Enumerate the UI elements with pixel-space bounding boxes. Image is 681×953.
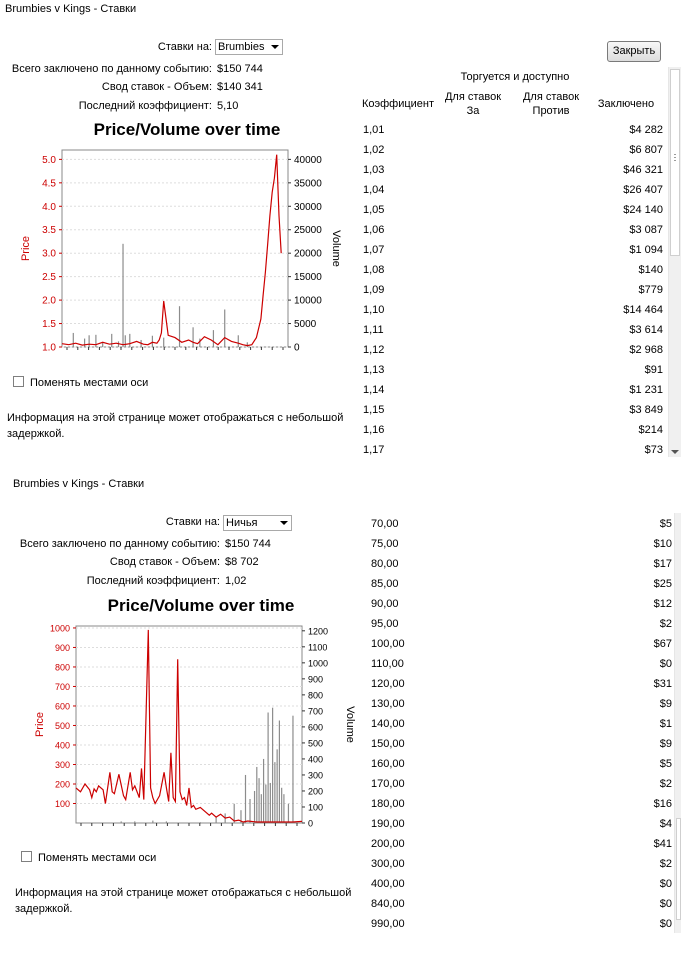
scrollbar-thumb[interactable] (670, 69, 680, 256)
matched-cell: $46 321 (623, 164, 663, 176)
odds-cell: 180,00 (371, 798, 405, 810)
table-row[interactable] (371, 838, 672, 858)
table-row[interactable] (363, 424, 663, 444)
window-title: Brumbies v Kings - Ставки (5, 3, 137, 15)
table-row[interactable] (363, 384, 663, 404)
table-row[interactable] (371, 678, 672, 698)
matched-cell: $1 231 (629, 384, 663, 396)
matched-cell: $2 (659, 778, 672, 790)
odds-cell: 1,17 (363, 444, 385, 456)
last-odds-label-2: Последний коэффициент: (86, 575, 220, 587)
odds-cell: 400,00 (371, 878, 405, 890)
matched-cell: $6 807 (629, 144, 663, 156)
traded-available-header: Торгуется и доступно (460, 71, 570, 83)
matched-cell: $2 (659, 858, 672, 870)
y-tick-label: 3.5 (42, 225, 56, 237)
matched-cell: $779 (638, 284, 663, 296)
chevron-down-icon (271, 45, 279, 49)
volume-label-2: Свод ставок - Объем: (109, 556, 220, 568)
odds-cell: 1,10 (363, 304, 385, 316)
table-row[interactable] (363, 344, 663, 364)
last-odds-label: Последний коэффициент: (78, 100, 212, 112)
swap-axes-label-2: Поменять местами оси (38, 852, 157, 864)
odds-cell: 1,05 (363, 204, 385, 216)
table-row[interactable] (371, 758, 672, 778)
chevron-down-icon (280, 521, 288, 525)
y-tick-label: 4.5 (42, 178, 56, 190)
y-tick-label: 500 (54, 720, 70, 731)
odds-table-2 (371, 518, 672, 943)
table-row[interactable] (363, 264, 663, 284)
bets-on-select[interactable] (215, 39, 283, 55)
matched-cell: $9 (659, 738, 672, 750)
table-row[interactable] (363, 404, 663, 424)
table-row[interactable] (363, 244, 663, 264)
y2-tick-label: 25000 (294, 225, 322, 237)
odds-cell: 1,01 (363, 124, 385, 136)
odds-cell: 1,13 (363, 364, 385, 376)
y2-tick-label: 300 (308, 770, 324, 781)
matched-cell: $0 (659, 658, 672, 670)
matched-cell: $140 (638, 264, 663, 276)
odds-cell: 170,00 (371, 778, 405, 790)
y-tick-label: 1000 (49, 623, 70, 634)
col-odds-header: Коэффициент (361, 98, 435, 110)
odds-cell: 1,16 (363, 424, 385, 436)
y-tick-label: 5.0 (42, 154, 56, 166)
odds-cell: 80,00 (371, 558, 399, 570)
table-row[interactable] (363, 204, 663, 224)
matched-cell: $67 (653, 638, 672, 650)
swap-axes-label: Поменять местами оси (30, 377, 149, 389)
odds-table (363, 124, 663, 459)
table-row[interactable] (371, 618, 672, 638)
chart-title: Price/Volume over time (93, 120, 281, 139)
odds-cell: 1,15 (363, 404, 385, 416)
y2-tick-label: 10000 (294, 295, 322, 307)
y2-tick-label: 1200 (308, 626, 329, 637)
odds-cell: 100,00 (371, 638, 405, 650)
bets-on-label-2: Ставки на: (165, 516, 220, 528)
matched-cell: $0 (659, 878, 672, 890)
odds-cell: 85,00 (371, 578, 399, 590)
total-matched-value-2: $150 744 (225, 538, 271, 550)
table-row[interactable] (363, 304, 663, 324)
matched-cell: $31 (653, 678, 672, 690)
y2-tick-label: 1100 (308, 642, 328, 653)
y-tick-label: 2.0 (42, 295, 56, 307)
y-tick-label: 1.0 (42, 342, 56, 354)
table-row[interactable] (371, 578, 672, 598)
table-row[interactable] (363, 144, 663, 164)
table-scrollbar[interactable] (668, 67, 681, 457)
table-row[interactable] (371, 718, 672, 738)
matched-cell: $214 (638, 424, 663, 436)
y2-tick-label: 100 (308, 802, 324, 813)
odds-cell: 1,02 (363, 144, 385, 156)
window-title-2: Brumbies v Kings - Ставки (13, 478, 145, 490)
y-tick-label: 4.0 (42, 201, 56, 213)
odds-cell: 990,00 (371, 918, 405, 930)
matched-cell: $4 282 (629, 124, 663, 136)
y-tick-label: 700 (54, 681, 70, 692)
odds-cell: 1,09 (363, 284, 385, 296)
matched-cell: $2 968 (629, 344, 663, 356)
table-row[interactable] (371, 658, 672, 678)
y2-tick-label: 500 (308, 738, 324, 749)
table-row[interactable] (371, 918, 672, 938)
col-matched-header: Заключено (597, 98, 655, 110)
matched-cell: $17 (653, 558, 672, 570)
table-row[interactable] (363, 224, 663, 244)
matched-cell: $16 (653, 798, 672, 810)
odds-cell: 160,00 (371, 758, 405, 770)
matched-cell: $26 407 (623, 184, 663, 196)
volume-value: $140 341 (217, 81, 263, 93)
table-row[interactable] (371, 558, 672, 578)
odds-cell: 150,00 (371, 738, 405, 750)
matched-cell: $10 (653, 538, 672, 550)
matched-cell: $2 (659, 618, 672, 630)
y-tick-label: 1.5 (42, 319, 56, 331)
odds-cell: 140,00 (371, 718, 405, 730)
y2-tick-label: 40000 (294, 154, 322, 166)
y2-tick-label: 0 (294, 342, 300, 354)
y-tick-label: 900 (54, 642, 70, 653)
y-axis-label: Price (20, 235, 32, 262)
table-row[interactable] (371, 818, 672, 838)
scrollbar-thumb-2[interactable] (676, 818, 681, 920)
total-matched-label: Всего заключено по данному событию: (11, 63, 212, 75)
bets-on-label: Ставки на: (157, 41, 212, 53)
y2-tick-label: 30000 (294, 201, 322, 213)
table-row[interactable] (371, 738, 672, 758)
odds-cell: 840,00 (371, 898, 405, 910)
odds-cell: 200,00 (371, 838, 405, 850)
swap-axes-checkbox-2[interactable] (21, 851, 32, 862)
odds-cell: 1,14 (363, 384, 385, 396)
table-row[interactable] (371, 518, 672, 538)
odds-cell: 1,07 (363, 244, 385, 256)
delay-info-text-2: Информация на этой странице может отображаться с небольшой задержкой. (15, 887, 352, 915)
table-row[interactable] (371, 778, 672, 798)
y2-tick-label: 0 (308, 818, 314, 829)
table-scrollbar-2[interactable] (674, 513, 681, 933)
odds-cell: 75,00 (371, 538, 399, 550)
table-row[interactable] (363, 184, 663, 204)
odds-cell: 1,12 (363, 344, 385, 356)
volume-value-2: $8 702 (225, 556, 259, 568)
table-row[interactable] (363, 364, 663, 384)
matched-cell: $91 (644, 364, 663, 376)
matched-cell: $0 (659, 918, 672, 930)
odds-cell: 110,00 (371, 658, 404, 670)
y2-tick-label: 600 (308, 722, 324, 733)
col-back-header: Для ставок За (444, 91, 502, 117)
matched-cell: $5 (659, 518, 672, 530)
total-matched-label-2: Всего заключено по данному событию: (19, 538, 220, 550)
table-row[interactable] (371, 898, 672, 918)
y-tick-label: 600 (54, 701, 70, 712)
matched-cell: $9 (659, 698, 672, 710)
matched-cell: $1 (659, 718, 672, 730)
price-volume-chart-2 (0, 594, 362, 839)
scroll-down-icon[interactable] (671, 450, 679, 454)
bets-on-select-2[interactable] (223, 515, 292, 531)
y2-tick-label: 400 (308, 754, 324, 765)
odds-cell: 95,00 (371, 618, 399, 630)
matched-cell: $24 140 (623, 204, 663, 216)
y-tick-label: 400 (54, 740, 70, 751)
odds-cell: 1,04 (363, 184, 385, 196)
close-button[interactable]: Закрыть (607, 41, 661, 62)
swap-axes-checkbox[interactable] (13, 376, 24, 387)
plot-area (62, 150, 288, 347)
y-tick-label: 800 (54, 662, 70, 673)
y2-tick-label: 700 (308, 706, 324, 717)
matched-cell: $12 (653, 598, 672, 610)
table-row[interactable] (371, 698, 672, 718)
delay-info-text: Информация на этой странице может отображаться с небольшой задержкой. (7, 412, 344, 440)
matched-cell: $3 849 (629, 404, 663, 416)
matched-cell: $25 (653, 578, 672, 590)
matched-cell: $3 614 (629, 324, 663, 336)
odds-cell: 1,11 (363, 324, 384, 336)
chart-title: Price/Volume over time (107, 596, 295, 615)
y2-tick-label: 1000 (308, 658, 329, 669)
y-tick-label: 2.5 (42, 272, 56, 284)
table-row[interactable] (371, 858, 672, 878)
matched-cell: $4 (659, 818, 672, 830)
matched-cell: $73 (644, 444, 663, 456)
table-row[interactable] (371, 598, 672, 618)
y2-tick-label: 900 (308, 674, 324, 685)
y2-tick-label: 15000 (294, 272, 322, 284)
odds-cell: 1,03 (363, 164, 385, 176)
y-tick-label: 3.0 (42, 248, 56, 260)
odds-cell: 190,00 (371, 818, 405, 830)
table-row[interactable] (363, 444, 663, 464)
table-row[interactable] (371, 878, 672, 898)
price-volume-chart (0, 118, 360, 363)
matched-cell: $5 (659, 758, 672, 770)
y2-tick-label: 5000 (294, 319, 317, 331)
odds-cell: 300,00 (371, 858, 405, 870)
odds-cell: 130,00 (371, 698, 405, 710)
matched-cell: $14 464 (623, 304, 663, 316)
last-odds-value-2: 1,02 (225, 575, 247, 587)
y2-tick-label: 20000 (294, 248, 322, 260)
y2-tick-label: 800 (308, 690, 324, 701)
table-row[interactable] (363, 124, 663, 144)
table-row[interactable] (371, 798, 672, 818)
y-tick-label: 300 (54, 759, 70, 770)
odds-cell: 70,00 (371, 518, 399, 530)
bets-on-value-2: Ничья (226, 517, 258, 529)
matched-cell: $0 (659, 898, 672, 910)
matched-cell: $3 087 (629, 224, 663, 236)
y-tick-label: 100 (54, 798, 70, 809)
volume-label: Свод ставок - Объем: (101, 81, 212, 93)
y2-axis-label: Volume (330, 230, 342, 267)
matched-cell: $41 (653, 838, 672, 850)
table-row[interactable] (363, 284, 663, 304)
odds-cell: 120,00 (371, 678, 405, 690)
col-lay-header: Для ставок Против (522, 91, 580, 117)
y2-axis-label: Volume (344, 706, 356, 743)
y2-tick-label: 35000 (294, 178, 322, 190)
table-row[interactable] (371, 638, 672, 658)
total-matched-value: $150 744 (217, 63, 263, 75)
odds-cell: 1,08 (363, 264, 385, 276)
y-axis-label: Price (34, 711, 46, 738)
table-row[interactable] (363, 324, 663, 344)
y2-tick-label: 200 (308, 786, 324, 797)
table-row[interactable] (363, 164, 663, 184)
matched-cell: $1 094 (629, 244, 663, 256)
last-odds-value: 5,10 (217, 100, 239, 112)
bets-on-value: Brumbies (218, 41, 265, 53)
y-tick-label: 200 (54, 779, 70, 790)
table-row[interactable] (371, 538, 672, 558)
odds-cell: 1,06 (363, 224, 385, 236)
odds-cell: 90,00 (371, 598, 399, 610)
